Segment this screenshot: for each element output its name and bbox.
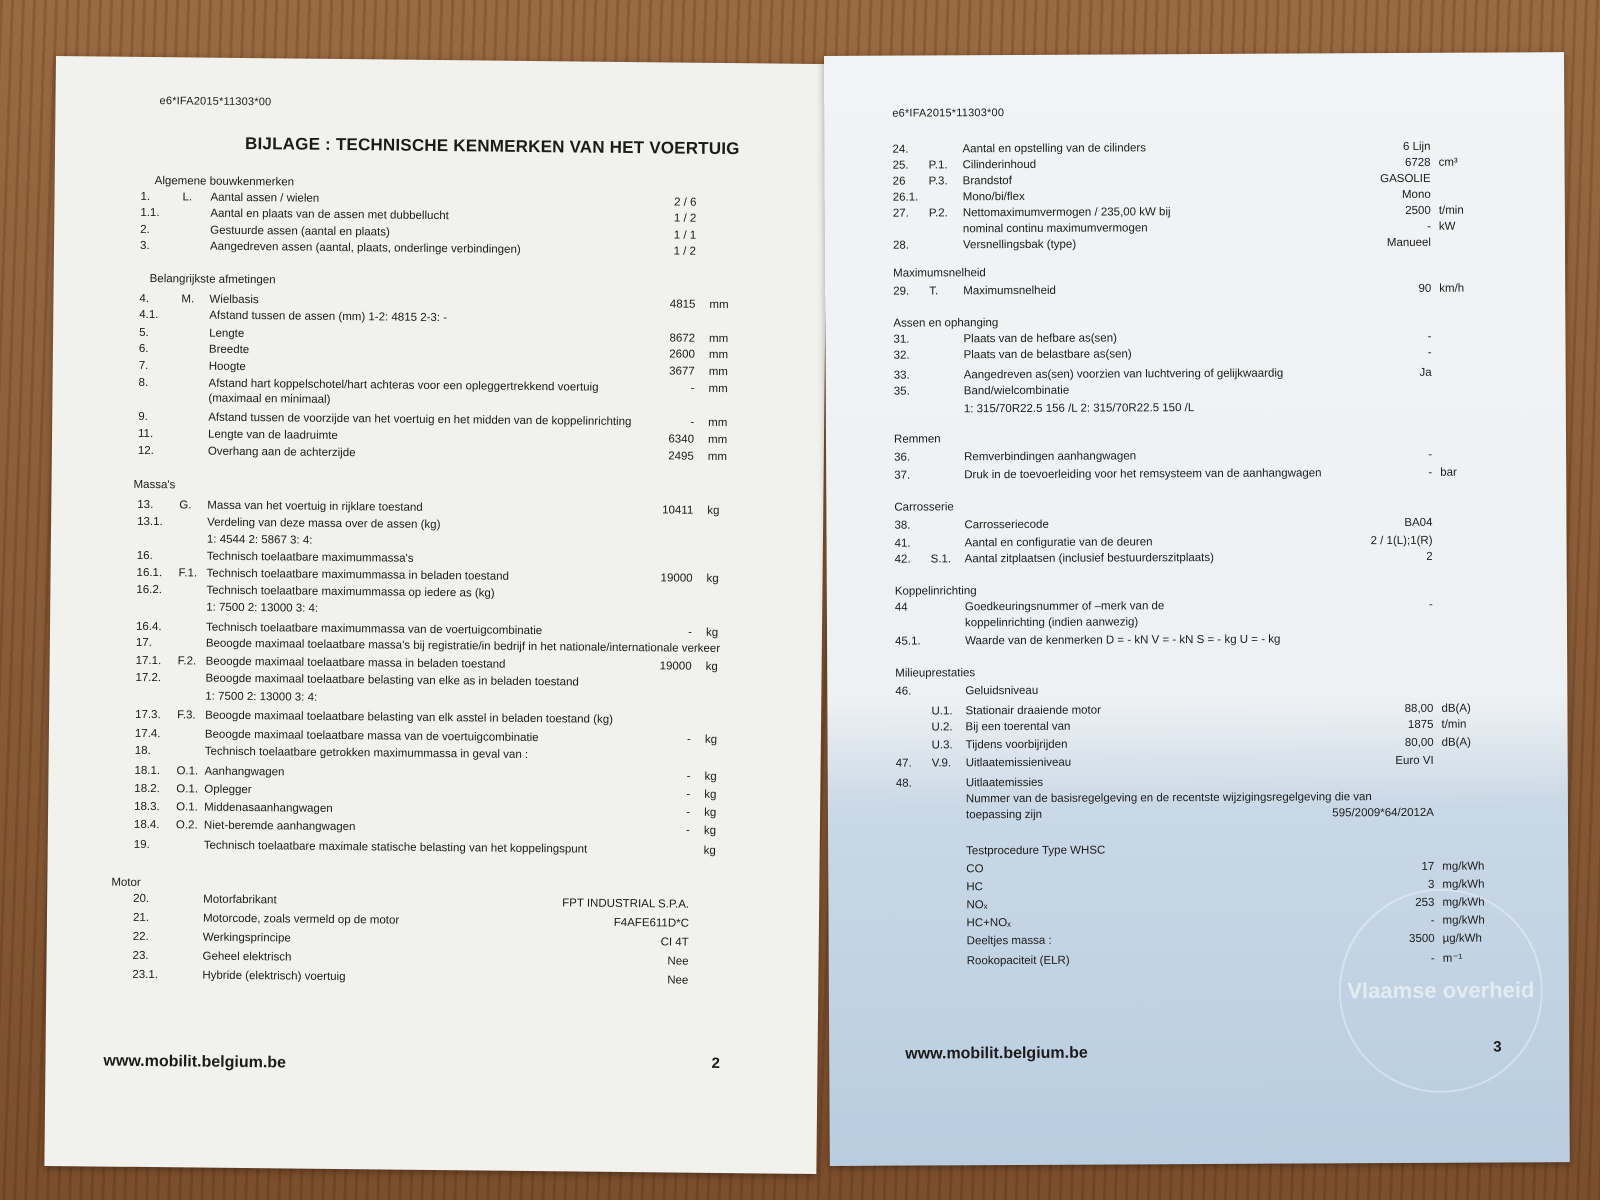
row-label: Uitlaatemissieniveau	[965, 756, 1072, 770]
row-number: 17.	[135, 636, 152, 650]
row-unit: mm	[708, 365, 728, 379]
row-number: 29.	[893, 285, 910, 298]
row-code: L.	[182, 191, 193, 204]
row-number: 47.	[895, 757, 912, 770]
row-unit: kg	[705, 626, 719, 639]
row-unit: mg/kWh	[1442, 914, 1485, 927]
row-label: toepassing zijn	[965, 808, 1043, 822]
row-label: Geheel elektrisch	[202, 950, 292, 964]
row-number: 18.3.	[134, 800, 160, 814]
row-number: 13.	[137, 498, 154, 512]
row-value: 2600	[669, 348, 695, 361]
row-code: O.2.	[175, 819, 198, 832]
row-value: 1 / 1	[673, 229, 697, 242]
row-number: 23.	[132, 949, 149, 963]
row-number: 16.	[136, 549, 153, 563]
row-value: -	[686, 788, 691, 801]
spec-row	[894, 380, 1504, 399]
row-unit: mg/kWh	[1442, 860, 1485, 873]
spec-row	[893, 234, 1503, 253]
row-number: 5.	[139, 326, 149, 339]
row-value: 6728	[1404, 156, 1431, 169]
row-value: 3500	[1409, 932, 1435, 945]
row-value: 6 Lijn	[1402, 140, 1431, 153]
row-unit: kg	[706, 572, 719, 585]
row-number: 17.2.	[135, 671, 162, 685]
row-label: Wielbasis	[209, 293, 259, 307]
row-unit: mm	[707, 450, 728, 464]
row-label: Technisch toelaatbare maximale statische belasting van het koppelingspunt	[203, 839, 588, 856]
row-label: Nummer van de basisregelgeving en de recentste wijzigingsregelgeving die van	[965, 791, 1372, 806]
row-number: 37.	[894, 469, 911, 482]
row-number: 9.	[138, 410, 148, 423]
row-label: Geluidsniveau	[965, 684, 1039, 698]
row-label: Beoogde maximaal toelaatbare belasting van elke as in beladen toestand	[205, 672, 579, 689]
row-unit: mm	[708, 416, 728, 430]
row-label: Deeltjes massa :	[966, 934, 1052, 948]
page-number: 2	[711, 1054, 720, 1073]
section-brakes: Remmen	[893, 433, 941, 446]
row-code: O.1.	[176, 765, 199, 778]
row-label: Beoogde maximaal toelaatbare massa in beladen toestand	[205, 655, 506, 671]
row-unit: mg/kWh	[1442, 878, 1485, 891]
row-value: 2	[1426, 550, 1433, 563]
left-page	[44, 56, 828, 1174]
row-label: Technisch toelaatbare maximummassa in beladen toestand	[206, 567, 510, 583]
row-unit: kg	[704, 788, 717, 801]
row-value: 3	[1427, 878, 1435, 891]
row-label: Nettomaximumvermogen / 235,00 kW bij	[962, 206, 1171, 220]
row-number: 4.1.	[139, 308, 159, 322]
row-label: Verdeling van deze massa over de assen (kg)	[207, 516, 441, 532]
row-unit: mm	[708, 348, 729, 362]
row-value: 3677	[669, 365, 695, 378]
row-label: Versnellingsbak (type)	[962, 238, 1077, 252]
row-unit: t/min	[1438, 204, 1464, 217]
row-number: 48.	[895, 777, 912, 790]
row-code: P.1.	[928, 159, 948, 172]
row-value: BA04	[1404, 516, 1433, 529]
row-number: 11.	[137, 427, 154, 441]
spec-row	[133, 891, 733, 913]
spec-row	[134, 837, 734, 859]
row-value: 1 / 2	[673, 245, 697, 258]
row-label: Brandstof	[962, 175, 1012, 188]
row-label: Testprocedure Type WHSC	[966, 844, 1106, 858]
row-label: Rookopaciteit (ELR)	[966, 954, 1070, 968]
row-unit: mm	[709, 298, 729, 312]
row-code: U.3.	[931, 739, 953, 752]
spec-row	[133, 910, 733, 932]
row-label: (maximaal en minimaal)	[208, 392, 331, 406]
row-unit: cm³	[1438, 156, 1458, 169]
spec-row	[135, 707, 735, 729]
footer-url: www.mobilit.belgium.be	[905, 1044, 1088, 1063]
row-label: Breedte	[208, 343, 250, 357]
row-value: -	[1427, 220, 1431, 233]
spec-row	[896, 804, 1506, 823]
row-label: Motorfabrikant	[203, 893, 277, 907]
row-label: Beoogde maximaal toelaatbare belasting van elk asstel in beladen toestand (kg)	[205, 709, 614, 726]
row-number: 16.4.	[135, 620, 162, 634]
seal-stamp: Vlaamse overheid	[1338, 888, 1543, 1093]
row-label: 1: 4544 2: 5867 3: 4:	[206, 533, 313, 547]
row-number: 33.	[893, 369, 910, 382]
row-value: 1 / 2	[673, 212, 697, 225]
spec-row	[895, 612, 1505, 631]
spec-row	[895, 630, 1505, 649]
row-code: P.3.	[928, 175, 948, 188]
row-value: 8672	[669, 332, 696, 345]
row-unit: kW	[1438, 220, 1456, 233]
row-number: 26.1.	[892, 191, 919, 204]
row-unit: bar	[1440, 466, 1457, 479]
section-general: Algemene bouwkenmerken	[154, 175, 295, 189]
row-label: 1: 7500 2: 13000 3: 4:	[206, 601, 319, 615]
row-label: Plaats van de belastbare as(sen)	[963, 348, 1132, 362]
spec-row	[894, 446, 1504, 465]
row-value: -	[690, 382, 695, 395]
row-number: 3.	[139, 239, 150, 252]
section-motor: Motor	[111, 876, 141, 889]
row-label: Afstand hart koppelschotel/hart achteras voor een opleggertrekkend voertuig	[208, 377, 599, 394]
row-number: 18.2.	[134, 782, 160, 796]
row-value: 90	[1418, 282, 1432, 295]
page-title: BIJLAGE : TECHNISCHE KENMERKEN VAN HET VOERTUIG	[244, 133, 740, 159]
row-value: -	[690, 416, 695, 429]
row-label: Mono/bi/flex	[962, 190, 1025, 204]
section-coupling: Koppelinrichting	[894, 585, 977, 598]
row-number: 45.1.	[895, 635, 921, 648]
row-number: 25.	[892, 159, 909, 172]
row-label: Tijdens voorbijrijden	[965, 738, 1068, 752]
row-number: 2.	[140, 223, 150, 236]
row-unit: kg	[705, 660, 718, 673]
row-value: 4815	[669, 298, 696, 311]
row-code: F.2.	[177, 655, 197, 668]
row-value: -	[686, 824, 690, 837]
row-code: F.1.	[178, 567, 198, 580]
row-label: HC+NOₓ	[966, 917, 1011, 930]
row-value: -	[1428, 466, 1433, 479]
row-unit: kg	[704, 806, 717, 819]
row-number: 44	[894, 601, 908, 614]
row-label: NOₓ	[966, 899, 988, 912]
spec-row	[896, 858, 1506, 877]
row-number: 17.4.	[134, 727, 161, 741]
row-label: CO	[966, 863, 984, 876]
row-value: 80,00	[1404, 736, 1434, 749]
row-value: -	[1428, 448, 1433, 461]
row-value: 2 / 6	[674, 196, 697, 209]
row-label: 1: 315/70R22.5 156 /L 2: 315/70R22.5 150 /L	[963, 402, 1195, 416]
row-number: 17.1.	[135, 654, 162, 668]
row-number: 7.	[138, 359, 149, 372]
row-label: Werkingsprincipe	[202, 931, 291, 945]
row-value: 6340	[668, 433, 695, 446]
row-value: Manueel	[1386, 236, 1432, 250]
row-value: Euro VI	[1395, 754, 1434, 768]
row-value: -	[688, 626, 693, 639]
spec-row	[896, 840, 1506, 859]
row-code: V.9.	[931, 757, 952, 770]
row-number: 24.	[892, 143, 909, 156]
row-label: Druk in de toevoerleiding voor het remsysteem van de aanhangwagen	[964, 467, 1322, 482]
row-label: Aantal zitplaatsen (inclusief bestuurderszitplaats)	[964, 551, 1214, 566]
row-label: Motorcode, zoals vermeld op de motor	[202, 912, 400, 927]
footer-url: www.mobilit.belgium.be	[103, 1052, 287, 1072]
spec-row	[894, 398, 1504, 417]
row-label: 1: 7500 2: 13000 3: 4:	[205, 690, 318, 704]
spec-row	[896, 752, 1506, 771]
row-label: Plaats van de hefbare as(sen)	[963, 332, 1117, 346]
row-number: 18.1.	[134, 764, 161, 778]
row-unit: kg	[703, 824, 717, 837]
row-value: -	[1430, 914, 1435, 927]
row-number: 8.	[138, 376, 149, 389]
row-value: 2495	[668, 450, 694, 463]
row-label: Aantal en plaats van de assen met dubbellucht	[210, 207, 449, 223]
row-value: 10411	[662, 504, 694, 517]
row-label: Middenasaanhangwagen	[204, 801, 333, 815]
row-number: 1.	[140, 190, 151, 203]
row-number: 19.	[133, 838, 150, 852]
row-label: Stationair draaiende motor	[965, 704, 1101, 718]
page-number: 3	[1493, 1038, 1502, 1056]
row-label: Afstand tussen de assen (mm) 1-2: 4815 2-3: -	[209, 309, 448, 325]
row-number: 38.	[894, 519, 911, 532]
row-value: -	[1427, 330, 1432, 343]
row-label: Lengte van de laadruimte	[207, 428, 338, 442]
row-value: Mono	[1401, 188, 1431, 201]
row-label: Cilinderinhoud	[962, 158, 1037, 172]
row-label: Aantal assen / wielen	[210, 191, 320, 205]
spec-row	[895, 716, 1505, 735]
row-number: 28.	[892, 239, 910, 252]
row-number: 16.2.	[136, 583, 163, 597]
row-code: T.	[929, 285, 939, 298]
section-dimensions: Belangrijkste afmetingen	[149, 272, 276, 287]
row-number: 22.	[132, 930, 149, 944]
row-code: O.1.	[176, 783, 199, 796]
row-code: U.2.	[931, 721, 953, 734]
row-label: Lengte	[209, 327, 245, 340]
row-value: Ja	[1419, 366, 1432, 379]
row-code: G.	[179, 499, 192, 512]
row-value: Nee	[667, 955, 689, 968]
row-label: Beoogde maximaal toelaatbare massa van de voertuigcombinatie	[204, 728, 539, 745]
spec-row	[895, 680, 1505, 699]
spec-row	[893, 280, 1503, 299]
row-label: Carrosseriecode	[964, 518, 1049, 532]
spec-row	[896, 734, 1506, 753]
row-number: 42.	[894, 553, 911, 566]
row-label: Remverbindingen aanhangwagen	[964, 450, 1137, 464]
row-label: Aangedreven as(sen) voorzien van luchtvering of gelijkwaardig	[963, 367, 1284, 382]
spec-row	[894, 344, 1504, 363]
row-label: Technisch toelaatbare getrokken maximummassa in geval van :	[204, 745, 529, 761]
section-mass: Massa's	[133, 478, 176, 492]
row-number: 21.	[132, 911, 150, 925]
row-unit: t/min	[1441, 718, 1467, 731]
row-label: Overhang aan de achterzijde	[207, 445, 356, 460]
row-value: 2500	[1405, 204, 1431, 217]
row-label: Aantal en opstelling van de cilinders	[962, 142, 1147, 156]
row-value: -	[1430, 952, 1435, 965]
row-value: 1875	[1407, 718, 1434, 731]
row-unit: mm	[709, 332, 729, 346]
row-code: O.1.	[176, 801, 198, 814]
row-label: Niet-beremde aanhangwagen	[203, 819, 356, 834]
row-number: 32.	[893, 349, 910, 362]
spec-row	[895, 548, 1505, 567]
row-value: -	[1427, 346, 1432, 359]
row-label: Aanhangwagen	[204, 765, 285, 779]
row-value: 595/2009*64/2012A	[1332, 806, 1435, 820]
row-label: Bij een toerental van	[965, 720, 1071, 734]
row-number: 4.	[139, 292, 150, 305]
spec-row	[133, 929, 733, 951]
row-number: 1.1.	[140, 206, 160, 220]
row-unit: km/h	[1439, 282, 1465, 295]
row-value: 17	[1421, 860, 1435, 873]
row-label: koppelinrichting (indien aanwezig)	[964, 616, 1139, 630]
spec-row	[894, 514, 1504, 533]
row-label: Aantal en configuratie van de deuren	[964, 536, 1153, 550]
row-number: 23.1.	[132, 968, 159, 982]
right-page	[824, 52, 1570, 1166]
row-number: 16.1.	[136, 566, 163, 580]
section-env: Milieuprestaties	[895, 667, 976, 680]
row-label: Massa van het voertuig in rijklare toestand	[207, 499, 423, 514]
row-code: M.	[181, 293, 195, 306]
row-code: F.3.	[177, 709, 196, 722]
row-number: 35.	[893, 385, 910, 398]
row-value: 253	[1415, 896, 1435, 909]
row-label: Beoogde maximaal toelaatbare massa's bij registratie/in bedrijf in het nationale/internationale verkeer	[205, 637, 721, 655]
row-value: FPT INDUSTRIAL S.P.A.	[562, 897, 690, 911]
row-label: Band/wielcombinatie	[963, 384, 1070, 398]
row-label: Oplegger	[204, 783, 252, 797]
row-unit: kg	[703, 844, 716, 857]
row-unit: kg	[704, 733, 718, 746]
row-number: 12.	[137, 444, 154, 458]
row-label: Waarde van de kenmerken D = - kN V = - kN S = - kg U = - kg	[965, 633, 1281, 648]
row-unit: kg	[707, 504, 720, 517]
row-number: 13.1.	[137, 515, 163, 529]
row-number: 36.	[894, 451, 911, 464]
row-unit: µg/kWh	[1442, 932, 1482, 945]
row-number: 27.	[892, 207, 909, 220]
spec-row	[132, 948, 732, 970]
row-unit: mg/kWh	[1442, 896, 1485, 909]
row-value: 88,00	[1404, 702, 1434, 715]
doc-code: e6*IFA2015*11303*00	[892, 107, 1005, 120]
row-number: 20.	[133, 892, 150, 906]
row-unit: mm	[707, 433, 728, 447]
row-number: 26	[892, 175, 906, 188]
row-unit: kg	[704, 770, 717, 783]
row-number: 18.4.	[133, 818, 160, 832]
row-number: 6.	[138, 342, 149, 355]
row-unit: mm	[708, 382, 728, 396]
row-label: Hoogte	[208, 360, 246, 374]
row-value: 2 / 1(L);1(R)	[1370, 534, 1433, 548]
row-label: Aangedreven assen (aantal, plaats, onderlinge verbindingen)	[209, 240, 521, 256]
row-number: 41.	[894, 537, 911, 550]
row-code: P.2.	[928, 207, 948, 220]
row-value: -	[1429, 598, 1433, 611]
row-value: GASOLIE	[1380, 172, 1431, 186]
row-unit: dB(A)	[1441, 702, 1471, 715]
row-label: HC	[966, 881, 984, 894]
row-code: U.1.	[931, 705, 953, 718]
row-label: nominal continu maximumvermogen	[962, 222, 1148, 236]
row-label: Technisch toelaatbare maximummassa's	[206, 550, 414, 565]
row-value: F4AFE611D*C	[613, 916, 690, 930]
row-value: CI 4T	[660, 936, 689, 949]
row-unit: m⁻¹	[1442, 952, 1463, 965]
row-label: Gestuurde assen (aantal en plaats)	[210, 224, 390, 239]
row-unit: dB(A)	[1441, 736, 1472, 749]
row-number: 17.3.	[135, 708, 161, 722]
row-value: -	[686, 770, 691, 783]
row-label: Technisch toelaatbare maximummassa op iedere as (kg)	[206, 584, 495, 600]
row-label: Afstand tussen de voorzijde van het voertuig en het midden van de koppelinrichting	[208, 411, 632, 429]
row-label: Hybride (elektrisch) voertuig	[202, 969, 346, 984]
row-value: Nee	[667, 974, 689, 987]
doc-code: e6*IFA2015*11303*00	[159, 95, 272, 109]
row-label: Goedkeuringsnummer of –merk van de	[964, 600, 1165, 614]
section-body: Carrosserie	[894, 501, 954, 514]
section-axles: Assen en ophanging	[893, 317, 999, 330]
spec-row	[132, 967, 732, 989]
row-value: -	[686, 733, 691, 746]
row-label: Technisch toelaatbare maximummassa van de voertuigcombinatie	[205, 621, 543, 638]
row-value: 19000	[660, 572, 693, 585]
row-number: 46.	[895, 685, 912, 698]
row-number: 31.	[893, 333, 910, 346]
row-value: -	[686, 806, 691, 819]
row-number: 18.	[134, 744, 151, 758]
section-speed: Maximumsnelheid	[893, 267, 986, 280]
spec-row	[894, 464, 1504, 483]
row-value: 19000	[659, 660, 692, 673]
row-label: Maximumsnelheid	[963, 284, 1056, 298]
row-code: S.1.	[930, 553, 952, 566]
row-label: Uitlaatemissies	[965, 776, 1044, 790]
